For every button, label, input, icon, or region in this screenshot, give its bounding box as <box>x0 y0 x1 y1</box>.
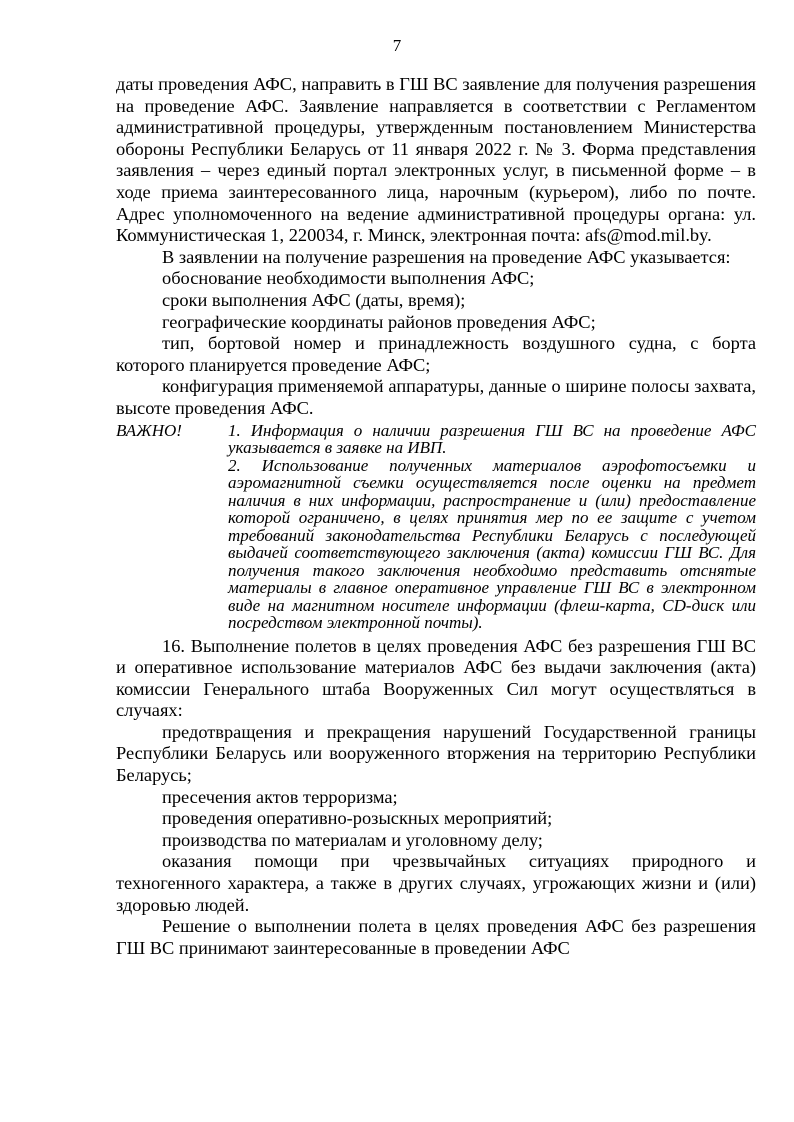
list-item: проведения оперативно-розыскных мероприятий; <box>162 808 553 829</box>
document-body <box>116 74 756 959</box>
paragraph: даты проведения АФС, направить в ГШ ВС заявление для получения разрешения на проведение АФС. Заявление направляется в соответствии с Регламентом административной процедуры, утвержденным постановлением Министерства обороны Республики Беларусь от 11 января 2022 г. № 3. Форма представления заявления – через единый портал электронных услуг, в письменной форме – в ходе приема заинтересованного лица, нарочным (курьером), либо по почте. Адрес уполномоченного на ведение административной процедуры органа: ул. Коммунистическая 1, 220034, г. Минск, электронная почта: afs@mod.mil.by. <box>116 74 756 246</box>
list-item: тип, бортовой номер и принадлежность воздушного судна, с борта которого планируется проведение АФС; <box>116 333 756 375</box>
paragraph: Решение о выполнении полета в целях проведения АФС без разрешения ГШ ВС принимают заинтересованные в проведении АФС <box>116 916 756 958</box>
list-item: оказания помощи при чрезвычайных ситуациях природного и техногенного характера, а также в других случаях, угрожающих жизни и (или) здоровью людей. <box>116 851 756 915</box>
note-item: 2. Использование полученных материалов аэрофотосъемки и аэромагнитной съемки осуществляется после оценки на предмет наличия в них информации, распространение и (или) предоставление которой ограничено, в целях принятия мер по ее защите с учетом требований законодательства Республики Беларусь с последующей выдачей соответствующего заключения (акта) комиссии ГШ ВС. Для получения такого заключения необходимо представить отснятые материалы в главное оперативное управление ГШ ВС в электронном виде на магнитном носителе информации (флеш-карта, CD-диск или посредством электронной почты). <box>228 455 756 632</box>
list-item: географические координаты районов проведения АФС; <box>162 311 596 332</box>
list-item: обоснование необходимости выполнения АФС; <box>162 268 535 289</box>
important-note-body <box>228 422 756 632</box>
paragraph: В заявлении на получение разрешения на проведение АФС указывается: <box>162 246 731 267</box>
list-item: конфигурация применяемой аппаратуры, данные о ширине полосы захвата, высоте проведения АФС. <box>116 376 756 418</box>
important-note-label: ВАЖНО! <box>116 420 182 440</box>
section-paragraph: 16. Выполнение полетов в целях проведения АФС без разрешения ГШ ВС и оперативное использование материалов АФС без выдачи заключения (акта) комиссии Генерального штаба Вооруженных Сил могут осуществляться в случаях: <box>116 635 756 721</box>
note-item: 1. Информация о наличии разрешения ГШ ВС на проведение АФС указывается в заявке на ИВП. <box>228 420 756 457</box>
list-item: предотвращения и прекращения нарушений Государственной границы Республики Беларусь или вооруженного вторжения на территорию Республики Беларусь; <box>116 721 756 786</box>
list-item: производства по материалам и уголовному делу; <box>162 829 543 850</box>
important-note <box>116 422 756 632</box>
list-item: сроки выполнения АФС (даты, время); <box>162 289 466 310</box>
list-item: пресечения актов терроризма; <box>162 786 398 807</box>
page-number: 7 <box>392 36 402 55</box>
